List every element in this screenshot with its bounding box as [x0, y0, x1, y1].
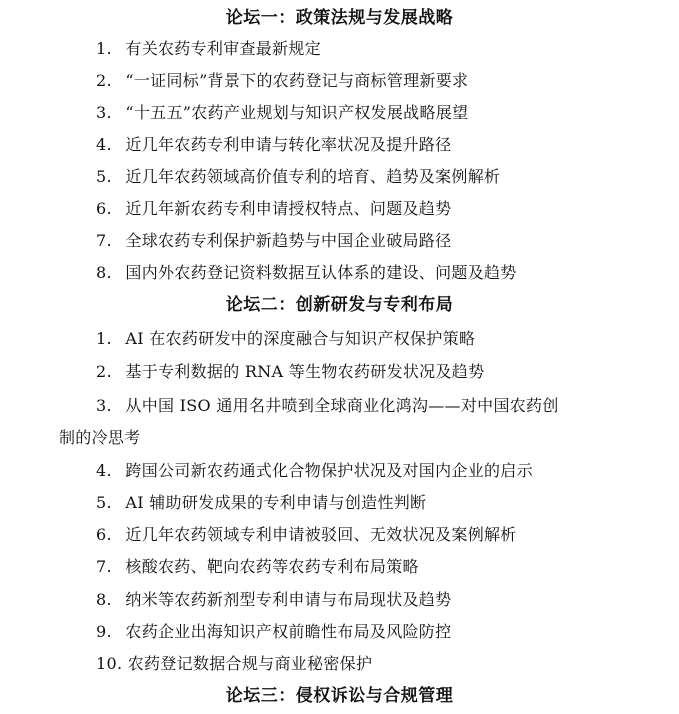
item-text: AI 在农药研发中的深度融合与知识产权保护策略 — [125, 329, 476, 348]
item-number: 1. — [96, 39, 112, 58]
item-text: 近几年农药领域专利申请被驳回、无效状况及案例解析 — [125, 525, 517, 544]
forum3-heading: 论坛三：侵权诉讼与合规管理 — [225, 686, 454, 706]
item-number: 7. — [96, 231, 112, 250]
item-text: “十五五”农药产业规划与知识产权发展战略展望 — [125, 103, 469, 122]
forum2-heading: 论坛二：创新研发与专利布局 — [225, 295, 454, 315]
forum2-item-3-continuation: 制的冷思考 — [59, 428, 141, 447]
forum1-heading: 论坛一：政策法规与发展战略 — [225, 8, 454, 28]
forum2-item-7 — [96, 556, 419, 578]
item-number: 6. — [96, 525, 112, 544]
item-text: 近几年新农药专利申请授权特点、问题及趋势 — [125, 199, 452, 218]
item-number: 1. — [96, 329, 112, 348]
item-number: 7. — [96, 557, 112, 576]
forum2-item-9 — [96, 621, 451, 643]
forum2-item-3 — [96, 395, 559, 417]
forum1-item-4 — [96, 134, 451, 156]
item-text: AI 辅助研发成果的专利申请与创造性判断 — [125, 493, 427, 512]
forum2-item-10 — [96, 653, 372, 675]
forum1-item-5 — [96, 166, 500, 188]
forum1-item-7 — [96, 230, 451, 252]
item-number: 2. — [96, 71, 112, 90]
item-text: 跨国公司新农药通式化合物保护状况及对国内企业的启示 — [125, 461, 533, 480]
item-text: 国内外农药登记资料数据互认体系的建设、问题及趋势 — [125, 263, 517, 282]
item-text: 纳米等农药新剂型专利申请与布局现状及趋势 — [125, 590, 452, 609]
forum1-item-8 — [96, 262, 517, 284]
forum2-item-1 — [96, 328, 475, 350]
item-number: 2. — [96, 362, 112, 381]
forum2-item-2 — [96, 361, 484, 383]
item-text: “一证同标”背景下的农药登记与商标管理新要求 — [125, 71, 469, 90]
item-text: 核酸农药、靶向农药等农药专利布局策略 — [125, 557, 419, 576]
item-text: 农药企业出海知识产权前瞻性布局及风险防控 — [125, 622, 452, 641]
item-text: 近几年农药领域高价值专利的培育、趋势及案例解析 — [125, 167, 501, 186]
item-number: 3. — [96, 396, 112, 415]
item-text: 从中国 ISO 通用名井喷到全球商业化鸿沟——对中国农药创 — [125, 396, 559, 415]
item-number: 9. — [96, 622, 112, 641]
forum1-item-1 — [96, 38, 321, 60]
forum1-item-2 — [96, 70, 468, 92]
item-text: 农药登记数据合规与商业秘密保护 — [127, 654, 373, 673]
item-text: 全球农药专利保护新趋势与中国企业破局路径 — [125, 231, 452, 250]
item-number: 5. — [96, 493, 112, 512]
item-text: 近几年农药专利申请与转化率状况及提升路径 — [125, 135, 452, 154]
item-number: 8. — [96, 263, 112, 282]
item-number: 10. — [96, 654, 123, 673]
forum2-item-8 — [96, 589, 451, 611]
forum2-item-5 — [96, 492, 426, 514]
forum2-item-6 — [96, 524, 517, 546]
item-number: 8. — [96, 590, 112, 609]
forum2-item-4 — [96, 460, 533, 482]
forum1-item-6 — [96, 198, 451, 220]
item-number: 5. — [96, 167, 112, 186]
item-number: 6. — [96, 199, 112, 218]
item-text: 有关农药专利审查最新规定 — [125, 39, 321, 58]
item-text: 基于专利数据的 RNA 等生物农药研发状况及趋势 — [125, 362, 485, 381]
item-number: 3. — [96, 103, 112, 122]
item-number: 4. — [96, 461, 112, 480]
forum1-item-3 — [96, 102, 468, 124]
item-number: 4. — [96, 135, 112, 154]
